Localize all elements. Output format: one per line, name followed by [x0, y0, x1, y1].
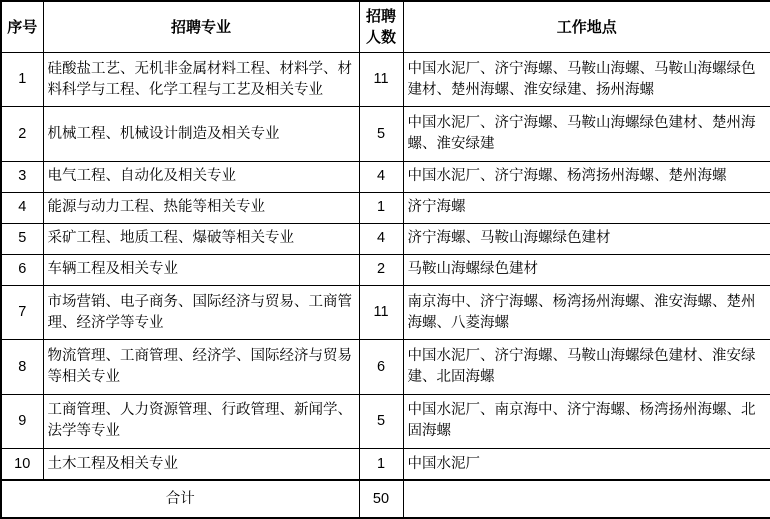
table-row: [1, 107, 770, 161]
table-footer: [1, 480, 770, 518]
count-cell: 11: [359, 285, 403, 339]
major-cell: 物流管理、工商管理、经济学、国际经济与贸易等相关专业: [43, 340, 359, 394]
row-number-cell: 9: [1, 394, 43, 448]
total-count-cell: 50: [359, 480, 403, 518]
table-row: [1, 449, 770, 481]
major-cell: 采矿工程、地质工程、爆破等相关专业: [43, 223, 359, 254]
table-body: [1, 53, 770, 481]
total-label-cell: 合计: [1, 480, 359, 518]
major-cell: 工商管理、人力资源管理、行政管理、新闻学、法学等专业: [43, 394, 359, 448]
row-number-cell: 5: [1, 223, 43, 254]
row-number-cell: 3: [1, 161, 43, 192]
location-cell: 济宁海螺: [403, 192, 770, 223]
location-cell: 中国水泥厂、济宁海螺、马鞍山海螺绿色建材、淮安绿建、北固海螺: [403, 340, 770, 394]
row-number-cell: 1: [1, 53, 43, 107]
table-header: [1, 1, 770, 53]
location-cell: 中国水泥厂、济宁海螺、马鞍山海螺、马鞍山海螺绿色建材、楚州海螺、淮安绿建、扬州海螺: [403, 53, 770, 107]
major-cell: 土木工程及相关专业: [43, 449, 359, 481]
table-row: [1, 192, 770, 223]
location-cell: 马鞍山海螺绿色建材: [403, 254, 770, 285]
row-number-cell: 2: [1, 107, 43, 161]
table-row: [1, 254, 770, 285]
row-number-cell: 6: [1, 254, 43, 285]
header-row: [1, 1, 770, 53]
row-number-cell: 8: [1, 340, 43, 394]
location-cell: 中国水泥厂、济宁海螺、杨湾扬州海螺、楚州海螺: [403, 161, 770, 192]
header-cell-count: 招聘人数: [359, 1, 403, 53]
location-cell: 济宁海螺、马鞍山海螺绿色建材: [403, 223, 770, 254]
count-cell: 1: [359, 192, 403, 223]
table-row: [1, 161, 770, 192]
location-cell: 中国水泥厂、南京海中、济宁海螺、杨湾扬州海螺、北固海螺: [403, 394, 770, 448]
table-row: [1, 340, 770, 394]
count-cell: 4: [359, 161, 403, 192]
major-cell: 机械工程、机械设计制造及相关专业: [43, 107, 359, 161]
header-cell-major: 招聘专业: [43, 1, 359, 53]
count-cell: 5: [359, 394, 403, 448]
location-cell: 中国水泥厂、济宁海螺、马鞍山海螺绿色建材、楚州海螺、淮安绿建: [403, 107, 770, 161]
count-cell: 1: [359, 449, 403, 481]
table-row: [1, 394, 770, 448]
major-cell: 市场营销、电子商务、国际经济与贸易、工商管理、经济学等专业: [43, 285, 359, 339]
major-cell: 能源与动力工程、热能等相关专业: [43, 192, 359, 223]
count-cell: 4: [359, 223, 403, 254]
row-number-cell: 10: [1, 449, 43, 481]
count-cell: 5: [359, 107, 403, 161]
header-cell-no: 序号: [1, 1, 43, 53]
major-cell: 硅酸盐工艺、无机非金属材料工程、材料学、材料科学与工程、化学工程与工艺及相关专业: [43, 53, 359, 107]
count-cell: 6: [359, 340, 403, 394]
table-row: [1, 223, 770, 254]
table-row: [1, 285, 770, 339]
location-cell: 南京海中、济宁海螺、杨湾扬州海螺、淮安海螺、楚州海螺、八菱海螺: [403, 285, 770, 339]
count-cell: 11: [359, 53, 403, 107]
count-cell: 2: [359, 254, 403, 285]
row-number-cell: 7: [1, 285, 43, 339]
location-cell: 中国水泥厂: [403, 449, 770, 481]
header-cell-location: 工作地点: [403, 1, 770, 53]
total-row: [1, 480, 770, 518]
major-cell: 车辆工程及相关专业: [43, 254, 359, 285]
table-row: [1, 53, 770, 107]
major-cell: 电气工程、自动化及相关专业: [43, 161, 359, 192]
total-location-cell: [403, 480, 770, 518]
row-number-cell: 4: [1, 192, 43, 223]
